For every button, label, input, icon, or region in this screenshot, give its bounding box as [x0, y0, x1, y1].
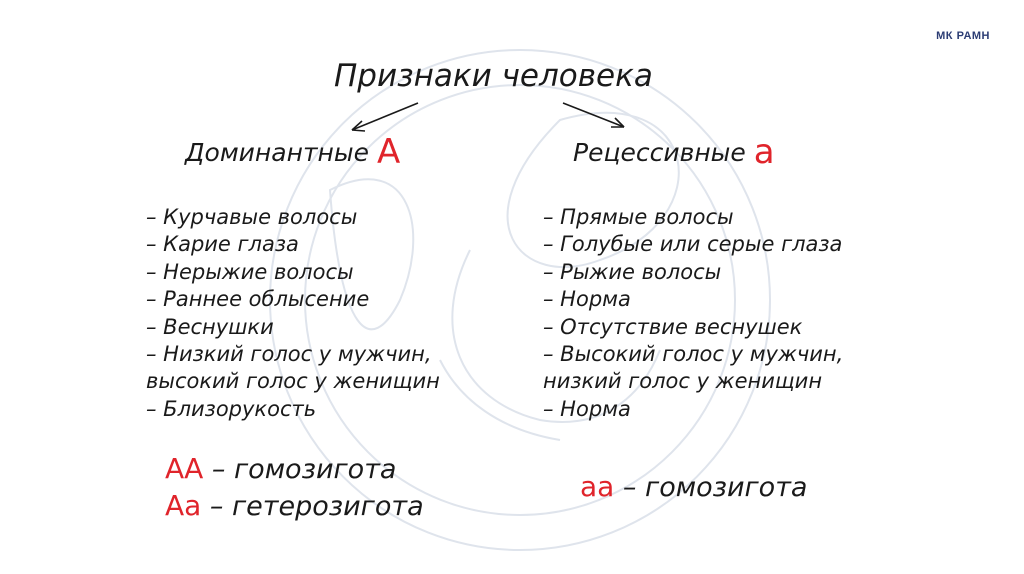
list-item: – Близорукость [146, 396, 317, 421]
list-item: – Отсутствие веснушек [543, 314, 803, 339]
list-item: – Высокий голос у мужчин, [543, 342, 844, 367]
recessive-allele: а [753, 132, 775, 172]
list-item: – Рыжие волосы [543, 259, 722, 284]
dominant-allele: А [376, 132, 401, 172]
page-title: Признаки человека [334, 58, 653, 94]
brand-label: МК РАМН [936, 30, 990, 42]
list-item: высокий голос у женищин [146, 369, 440, 394]
recessive-traits-list [543, 204, 843, 423]
list-item: – Прямые волосы [543, 205, 734, 229]
genotype-homozygous-recessive [580, 470, 807, 503]
list-item: – Норма [543, 287, 631, 312]
list-item: – Низкий голос у мужчин, [146, 342, 432, 367]
genotype-code: АА [165, 452, 204, 485]
list-item: – Нерыжие волосы [146, 259, 354, 284]
list-item: – Норма [543, 396, 631, 421]
arrow-left-icon [352, 103, 418, 130]
genotype-label: – гомозигота [211, 454, 397, 485]
genotype-code: Аа [165, 489, 202, 522]
recessive-heading [573, 132, 775, 172]
list-item: – Карие глаза [146, 232, 299, 257]
dominant-heading-label: Доминантные [185, 138, 369, 167]
genotype-label: – гетерозигота [209, 491, 424, 522]
list-item: – Голубые или серые глаза [543, 232, 843, 257]
arrow-right-icon [563, 103, 624, 127]
list-item: – Веснушки [146, 314, 274, 339]
list-item: низкий голос у женищин [543, 369, 823, 394]
genotype-homozygous-dominant [165, 452, 396, 485]
list-item: – Курчавые волосы [146, 205, 358, 229]
dominant-traits-list [146, 204, 440, 423]
recessive-heading-label: Рецессивные [573, 138, 746, 167]
genotype-heterozygous [165, 489, 424, 522]
genotype-label: – гомозигота [622, 472, 808, 503]
list-item: – Раннее облысение [146, 287, 370, 312]
dominant-heading [185, 132, 400, 172]
genotype-code: аа [580, 470, 615, 503]
